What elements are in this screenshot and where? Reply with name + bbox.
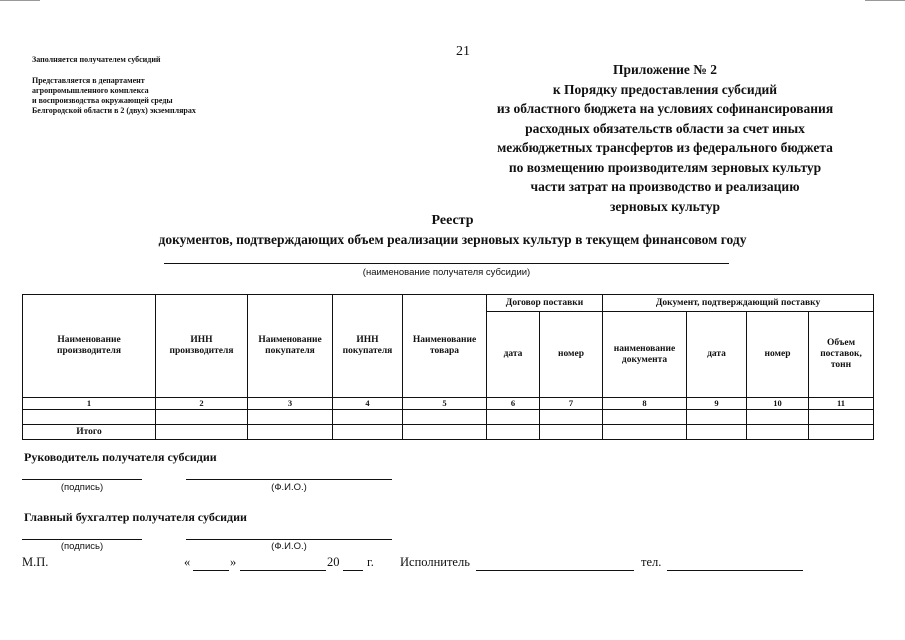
table-cell[interactable] xyxy=(487,410,540,425)
table-cell[interactable] xyxy=(687,410,747,425)
accountant-name-line[interactable] xyxy=(186,539,392,540)
table-cell[interactable] xyxy=(156,425,248,440)
phone-line[interactable] xyxy=(667,570,803,571)
stamp-label: М.П. xyxy=(22,555,49,569)
table-cell[interactable] xyxy=(23,410,156,425)
column-number: 10 xyxy=(747,398,809,410)
col-header-contract-date: дата xyxy=(487,312,540,398)
date-open-quote: « xyxy=(184,555,191,569)
appendix-line: расходных обязательств области за счет иных xyxy=(525,120,805,136)
col-header-producer-name: Наименование производителя xyxy=(23,295,156,398)
registry-title: Реестр xyxy=(431,213,474,228)
table-row[interactable] xyxy=(23,410,874,425)
registry-table xyxy=(22,294,874,440)
column-number: 9 xyxy=(687,398,747,410)
column-number: 8 xyxy=(603,398,687,410)
col-header-producer-inn: ИНН производителя xyxy=(156,295,248,398)
head-name-line[interactable] xyxy=(186,479,392,480)
table-cell[interactable] xyxy=(540,410,603,425)
date-close-quote: » xyxy=(230,555,237,569)
table-cell[interactable] xyxy=(809,425,874,440)
column-number: 1 xyxy=(23,398,156,410)
head-name-caption: (Ф.И.О.) xyxy=(271,482,307,493)
table-cell[interactable] xyxy=(603,410,687,425)
head-signature-title: Руководитель получателя субсидии xyxy=(24,450,217,464)
column-number: 5 xyxy=(403,398,487,410)
total-label: Итого xyxy=(23,425,156,440)
head-signature-line[interactable] xyxy=(22,479,142,480)
appendix-block xyxy=(470,60,860,216)
executor-label: Исполнитель xyxy=(400,555,470,569)
table-cell[interactable] xyxy=(333,410,403,425)
registry-subtitle: документов, подтверждающих объем реализации зерновых культур в текущем финансовом году xyxy=(158,232,747,247)
filled-by-note: Заполняется получателем субсидий xyxy=(32,55,161,64)
column-number: 11 xyxy=(809,398,874,410)
table-cell[interactable] xyxy=(156,410,248,425)
col-header-doc-number: номер xyxy=(747,312,809,398)
table-cell[interactable] xyxy=(333,425,403,440)
group-header-contract: Договор поставки xyxy=(487,295,603,312)
table-cell[interactable] xyxy=(809,410,874,425)
accountant-signature-line[interactable] xyxy=(22,539,142,540)
table-cell[interactable] xyxy=(747,410,809,425)
column-number: 7 xyxy=(540,398,603,410)
year-suffix: г. xyxy=(367,555,374,569)
column-number: 4 xyxy=(333,398,403,410)
appendix-line: по возмещению производителям зерновых культур xyxy=(508,159,822,175)
appendix-line: межбюджетных трансфертов из федерального бюджета xyxy=(497,140,833,155)
accountant-name-caption: (Ф.И.О.) xyxy=(271,541,307,552)
accountant-signature-title: Главный бухгалтер получателя субсидии xyxy=(24,510,247,524)
col-header-volume: Объем поставок, тонн xyxy=(809,312,874,398)
appendix-line: к Порядку предоставления субсидий xyxy=(552,81,778,97)
table-cell[interactable] xyxy=(248,410,333,425)
submission-line: и воспроизводства окружающей среды xyxy=(32,96,173,105)
table-cell[interactable] xyxy=(403,425,487,440)
col-header-doc-date: дата xyxy=(687,312,747,398)
page-number: 21 xyxy=(456,44,470,59)
table-header-row xyxy=(23,295,874,312)
recipient-name-line[interactable] xyxy=(164,263,729,264)
date-month-line[interactable] xyxy=(240,570,326,571)
column-number: 6 xyxy=(487,398,540,410)
table-cell[interactable] xyxy=(540,425,603,440)
table-cell[interactable] xyxy=(603,425,687,440)
appendix-line: из областного бюджета на условиях софинансирования xyxy=(496,101,834,116)
table-cell[interactable] xyxy=(747,425,809,440)
table-cell[interactable] xyxy=(403,410,487,425)
submission-line: Белгородской области в 2 (двух) экземплярах xyxy=(32,106,196,115)
table-cell[interactable] xyxy=(248,425,333,440)
group-header-document: Документ, подтверждающий поставку xyxy=(603,295,874,312)
column-number: 2 xyxy=(156,398,248,410)
submission-line: агропромышленного комплекса xyxy=(32,86,149,95)
col-header-product-name: Наименование товара xyxy=(403,295,487,398)
table-cell[interactable] xyxy=(487,425,540,440)
column-number: 3 xyxy=(248,398,333,410)
submission-line: Представляется в департамент xyxy=(32,76,145,85)
col-header-doc-name: наименование документа xyxy=(603,312,687,398)
column-number-row xyxy=(23,398,874,410)
appendix-title: Приложение № 2 xyxy=(613,62,717,77)
accountant-signature-caption: (подпись) xyxy=(60,541,104,552)
phone-label: тел. xyxy=(641,555,662,569)
total-row xyxy=(23,425,874,440)
executor-line[interactable] xyxy=(476,570,634,571)
col-header-buyer-name: Наименование покупателя xyxy=(248,295,333,398)
scan-edge-mark xyxy=(865,0,905,1)
year-prefix: 20 xyxy=(327,555,340,569)
year-line[interactable] xyxy=(343,570,363,571)
submission-note xyxy=(32,76,196,116)
table-cell[interactable] xyxy=(687,425,747,440)
col-header-contract-number: номер xyxy=(540,312,603,398)
head-signature-caption: (подпись) xyxy=(60,482,104,493)
date-day-line[interactable] xyxy=(193,570,229,571)
appendix-line: части затрат на производство и реализацию xyxy=(530,179,800,194)
col-header-buyer-inn: ИНН покупателя xyxy=(333,295,403,398)
scan-edge-mark xyxy=(0,0,40,1)
appendix-line: зерновых культур xyxy=(610,198,720,214)
recipient-caption: (наименование получателя субсидии) xyxy=(362,267,531,278)
